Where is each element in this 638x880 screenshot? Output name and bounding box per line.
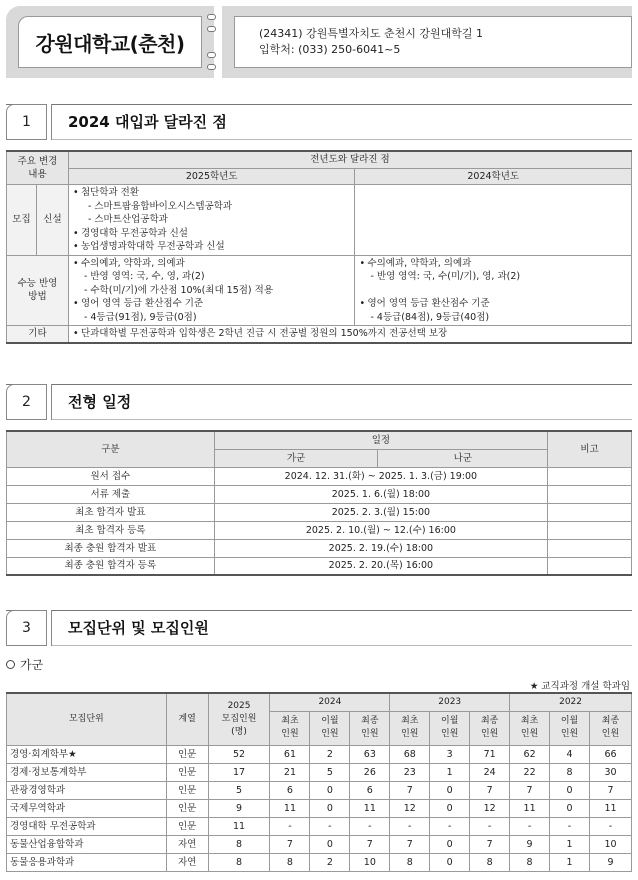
final-2024-cell: - bbox=[350, 817, 390, 835]
section-1-heading bbox=[6, 104, 632, 140]
unit-name-cell: 관광경영학과 bbox=[7, 781, 167, 799]
group-label bbox=[6, 656, 43, 673]
table-row bbox=[7, 557, 632, 575]
quota-2025-cell: 8 bbox=[208, 853, 270, 871]
table-row bbox=[7, 853, 632, 871]
address-frame bbox=[234, 16, 632, 68]
list-item: - 수학(미/기)에 가산점 10%(최대 15점) 적용 bbox=[83, 284, 273, 296]
section-title: 전형 일정 bbox=[68, 393, 132, 411]
list-item: • 영어 영역 등급 환산점수 기준 bbox=[358, 297, 628, 311]
section-number: 3 bbox=[6, 610, 46, 646]
header-first: 최초 인원 bbox=[270, 711, 310, 745]
final-2023-cell: 7 bbox=[470, 835, 510, 853]
move-2024-cell: 0 bbox=[310, 835, 350, 853]
move-2023-cell: 3 bbox=[430, 745, 470, 763]
list-item: - 4등급(84점), 9등급(40점) bbox=[370, 311, 490, 323]
university-name-frame bbox=[18, 16, 202, 68]
list-item: • 경영대학 무전공학과 신설 bbox=[72, 227, 352, 241]
final-2024-cell: 26 bbox=[350, 763, 390, 781]
quota-rows bbox=[7, 745, 632, 871]
table-row bbox=[7, 835, 632, 853]
schedule-name: 최종 충원 합격자 등록 bbox=[7, 557, 215, 575]
first-2023-cell: 8 bbox=[390, 853, 430, 871]
quota-2025-cell: 11 bbox=[208, 817, 270, 835]
header-change: 주요 변경 내용 bbox=[7, 151, 69, 185]
final-2022-cell: 30 bbox=[589, 763, 631, 781]
changes-table bbox=[6, 150, 632, 344]
header-compare: 전년도와 달라진 점 bbox=[68, 151, 631, 168]
row-label-etc: 기타 bbox=[7, 326, 69, 343]
schedule-date: 2025. 2. 19.(수) 18:00 bbox=[214, 539, 547, 557]
move-2023-cell: - bbox=[430, 817, 470, 835]
schedule-note bbox=[548, 485, 632, 503]
header-year-2024: 2024 bbox=[270, 693, 390, 711]
final-2023-cell: 7 bbox=[470, 781, 510, 799]
move-2024-cell: 2 bbox=[310, 853, 350, 871]
quota-2025-cell: 52 bbox=[208, 745, 270, 763]
move-2024-cell: 2 bbox=[310, 745, 350, 763]
quota-2025-cell: 9 bbox=[208, 799, 270, 817]
header-move: 이월 인원 bbox=[550, 711, 590, 745]
move-2022-cell: 1 bbox=[550, 853, 590, 871]
first-2022-cell: 22 bbox=[510, 763, 550, 781]
schedule-name: 원서 접수 bbox=[7, 467, 215, 485]
move-2022-cell: 0 bbox=[550, 799, 590, 817]
cell-2024-new bbox=[355, 185, 632, 256]
field-cell: 인문 bbox=[166, 817, 208, 835]
schedule-name: 최종 충원 합격자 발표 bbox=[7, 539, 215, 557]
list-item: • 수의예과, 약학과, 의예과 bbox=[72, 257, 352, 271]
schedule-note bbox=[548, 467, 632, 485]
header-move: 이월 인원 bbox=[430, 711, 470, 745]
final-2022-cell: - bbox=[589, 817, 631, 835]
list-spacer bbox=[358, 284, 628, 298]
table-row bbox=[7, 539, 632, 557]
header-final: 최종 인원 bbox=[350, 711, 390, 745]
table-row bbox=[7, 817, 632, 835]
final-2022-cell: 9 bbox=[589, 853, 631, 871]
list-item: - 스마트팜융합바이오시스템공학과 bbox=[87, 200, 233, 212]
schedule-date: 2025. 2. 10.(월) ~ 12.(수) 16:00 bbox=[214, 521, 547, 539]
table-row bbox=[7, 521, 632, 539]
field-cell: 인문 bbox=[166, 799, 208, 817]
schedule-date: 2024. 12. 31.(화) ~ 2025. 1. 3.(금) 19:00 bbox=[214, 467, 547, 485]
group-name: 가군 bbox=[20, 658, 44, 672]
final-2022-cell: 11 bbox=[589, 799, 631, 817]
final-2023-cell: 12 bbox=[470, 799, 510, 817]
schedule-note bbox=[548, 503, 632, 521]
unit-name-cell: 경제·정보통계학부 bbox=[7, 763, 167, 781]
schedule-name: 최초 합격자 등록 bbox=[7, 521, 215, 539]
section-divider bbox=[46, 104, 52, 140]
university-name: 강원대학교(춘천) bbox=[35, 31, 185, 56]
table-row bbox=[7, 781, 632, 799]
table-row bbox=[7, 763, 632, 781]
table-row bbox=[7, 745, 632, 763]
first-2022-cell: - bbox=[510, 817, 550, 835]
quota-table bbox=[6, 692, 632, 872]
section-title: 2024 대입과 달라진 점 bbox=[68, 113, 227, 131]
final-2024-cell: 63 bbox=[350, 745, 390, 763]
final-2024-cell: 11 bbox=[350, 799, 390, 817]
first-2022-cell: 11 bbox=[510, 799, 550, 817]
address-box bbox=[222, 6, 632, 78]
first-2023-cell: 7 bbox=[390, 835, 430, 853]
unit-name-cell: 동물산업융합학과 bbox=[7, 835, 167, 853]
first-2024-cell: 8 bbox=[270, 853, 310, 871]
list-item: • 단과대학별 무전공학과 입학생은 2학년 진급 시 전공별 정원의 150%까지 전공선택 보장 bbox=[72, 327, 628, 341]
header-schedule: 일정 bbox=[214, 431, 547, 449]
first-2024-cell: 61 bbox=[270, 745, 310, 763]
first-2022-cell: 8 bbox=[510, 853, 550, 871]
binder-ring-icon bbox=[207, 64, 216, 70]
schedule-date: 2025. 2. 20.(목) 16:00 bbox=[214, 557, 547, 575]
move-2023-cell: 0 bbox=[430, 835, 470, 853]
move-2022-cell: 1 bbox=[550, 835, 590, 853]
first-2023-cell: - bbox=[390, 817, 430, 835]
unit-name-cell: 경영대학 무전공학과 bbox=[7, 817, 167, 835]
cell-2025-new bbox=[68, 185, 355, 256]
quota-2025-cell: 5 bbox=[208, 781, 270, 799]
section-divider bbox=[46, 610, 52, 646]
quota-2025-cell: 8 bbox=[208, 835, 270, 853]
field-cell: 인문 bbox=[166, 781, 208, 799]
final-2023-cell: 8 bbox=[470, 853, 510, 871]
list-item: • 첨단학과 전환 bbox=[72, 186, 352, 200]
header-2025: 2025학년도 bbox=[68, 168, 355, 185]
field-cell: 인문 bbox=[166, 763, 208, 781]
field-cell: 자연 bbox=[166, 835, 208, 853]
header-2025-quota: 2025 모집인원 (명) bbox=[208, 693, 270, 745]
header-2024: 2024학년도 bbox=[355, 168, 632, 185]
first-2024-cell: 6 bbox=[270, 781, 310, 799]
first-2024-cell: 11 bbox=[270, 799, 310, 817]
header-final: 최종 인원 bbox=[470, 711, 510, 745]
table-row bbox=[7, 467, 632, 485]
schedule-name: 최초 합격자 발표 bbox=[7, 503, 215, 521]
section-3-heading bbox=[6, 610, 632, 646]
table-row bbox=[7, 503, 632, 521]
header-field: 계열 bbox=[166, 693, 208, 745]
row-label-new: 신설 bbox=[36, 185, 68, 256]
table-row bbox=[7, 485, 632, 503]
list-item: - 스마트산업공학과 bbox=[87, 214, 168, 225]
binder-ring-icon bbox=[207, 52, 216, 58]
row-label-suneung: 수능 반영 방법 bbox=[7, 255, 69, 326]
header-year-2022: 2022 bbox=[510, 693, 632, 711]
final-2024-cell: 10 bbox=[350, 853, 390, 871]
circle-icon bbox=[6, 660, 15, 669]
field-cell: 자연 bbox=[166, 853, 208, 871]
schedule-note bbox=[548, 539, 632, 557]
move-2023-cell: 0 bbox=[430, 799, 470, 817]
move-2024-cell: 5 bbox=[310, 763, 350, 781]
schedule-table bbox=[6, 430, 632, 576]
section-number: 1 bbox=[6, 104, 46, 140]
university-name-box bbox=[6, 6, 214, 78]
section-title: 모집단위 및 모집인원 bbox=[68, 619, 209, 637]
move-2022-cell: 8 bbox=[550, 763, 590, 781]
first-2023-cell: 12 bbox=[390, 799, 430, 817]
unit-name-cell: 국제무역학과 bbox=[7, 799, 167, 817]
move-2022-cell: - bbox=[550, 817, 590, 835]
header-na: 나군 bbox=[378, 449, 548, 467]
schedule-date: 2025. 1. 6.(월) 18:00 bbox=[214, 485, 547, 503]
section-2-heading bbox=[6, 384, 632, 420]
list-item: - 4등급(91점), 9등급(0점) bbox=[83, 311, 197, 323]
binder-ring-icon bbox=[207, 26, 216, 32]
header-move: 이월 인원 bbox=[310, 711, 350, 745]
row-label-recruit: 모집 bbox=[7, 185, 37, 256]
header-year-2023: 2023 bbox=[390, 693, 510, 711]
schedule-name: 서류 제출 bbox=[7, 485, 215, 503]
address-text: (24341) 강원특별자치도 춘천시 강원대학길 1 bbox=[259, 27, 483, 40]
header-first: 최초 인원 bbox=[510, 711, 550, 745]
header-ga: 가군 bbox=[214, 449, 378, 467]
move-2023-cell: 0 bbox=[430, 853, 470, 871]
header-first: 최초 인원 bbox=[390, 711, 430, 745]
move-2024-cell: - bbox=[310, 817, 350, 835]
first-2024-cell: - bbox=[270, 817, 310, 835]
first-2022-cell: 9 bbox=[510, 835, 550, 853]
first-2022-cell: 62 bbox=[510, 745, 550, 763]
move-2023-cell: 0 bbox=[430, 781, 470, 799]
header-unit: 모집단위 bbox=[7, 693, 167, 745]
list-item: • 수의예과, 약학과, 의예과 bbox=[358, 257, 628, 271]
move-2022-cell: 4 bbox=[550, 745, 590, 763]
header-division: 구분 bbox=[7, 431, 215, 467]
schedule-date: 2025. 2. 3.(월) 15:00 bbox=[214, 503, 547, 521]
quota-2025-cell: 17 bbox=[208, 763, 270, 781]
move-2023-cell: 1 bbox=[430, 763, 470, 781]
field-cell: 인문 bbox=[166, 745, 208, 763]
header-final: 최종 인원 bbox=[589, 711, 631, 745]
first-2024-cell: 21 bbox=[270, 763, 310, 781]
cell-etc bbox=[68, 326, 631, 343]
final-2022-cell: 10 bbox=[589, 835, 631, 853]
first-2023-cell: 7 bbox=[390, 781, 430, 799]
schedule-note bbox=[548, 557, 632, 575]
binder-ring-icon bbox=[207, 14, 216, 20]
cell-2024-suneung bbox=[355, 255, 632, 326]
final-2023-cell: 71 bbox=[470, 745, 510, 763]
school-header bbox=[6, 6, 632, 78]
final-2023-cell: 24 bbox=[470, 763, 510, 781]
final-2023-cell: - bbox=[470, 817, 510, 835]
move-2022-cell: 0 bbox=[550, 781, 590, 799]
final-2024-cell: 6 bbox=[350, 781, 390, 799]
unit-name-cell: 동물응용과학과 bbox=[7, 853, 167, 871]
list-item: • 농업생명과학대학 무전공학과 신설 bbox=[72, 240, 352, 254]
section-divider bbox=[46, 384, 52, 420]
final-2022-cell: 66 bbox=[589, 745, 631, 763]
first-2023-cell: 68 bbox=[390, 745, 430, 763]
first-2023-cell: 23 bbox=[390, 763, 430, 781]
teaching-course-note: ★ 교직과정 개설 학과임 bbox=[529, 681, 630, 692]
cell-2025-suneung bbox=[68, 255, 355, 326]
final-2024-cell: 7 bbox=[350, 835, 390, 853]
move-2024-cell: 0 bbox=[310, 799, 350, 817]
first-2024-cell: 7 bbox=[270, 835, 310, 853]
first-2022-cell: 7 bbox=[510, 781, 550, 799]
final-2022-cell: 7 bbox=[589, 781, 631, 799]
list-item: • 영어 영역 등급 환산점수 기준 bbox=[72, 297, 352, 311]
section-number: 2 bbox=[6, 384, 46, 420]
list-item: - 반영 영역: 국, 수, 영, 과(2) bbox=[83, 271, 205, 282]
list-item: - 반영 영역: 국, 수(미/기), 영, 과(2) bbox=[370, 271, 521, 282]
move-2024-cell: 0 bbox=[310, 781, 350, 799]
schedule-note bbox=[548, 521, 632, 539]
header-note: 비고 bbox=[548, 431, 632, 467]
table-row bbox=[7, 799, 632, 817]
phone-text: 입학처: (033) 250-6041~5 bbox=[259, 43, 401, 56]
unit-name-cell: 경영·회계학부★ bbox=[7, 745, 167, 763]
